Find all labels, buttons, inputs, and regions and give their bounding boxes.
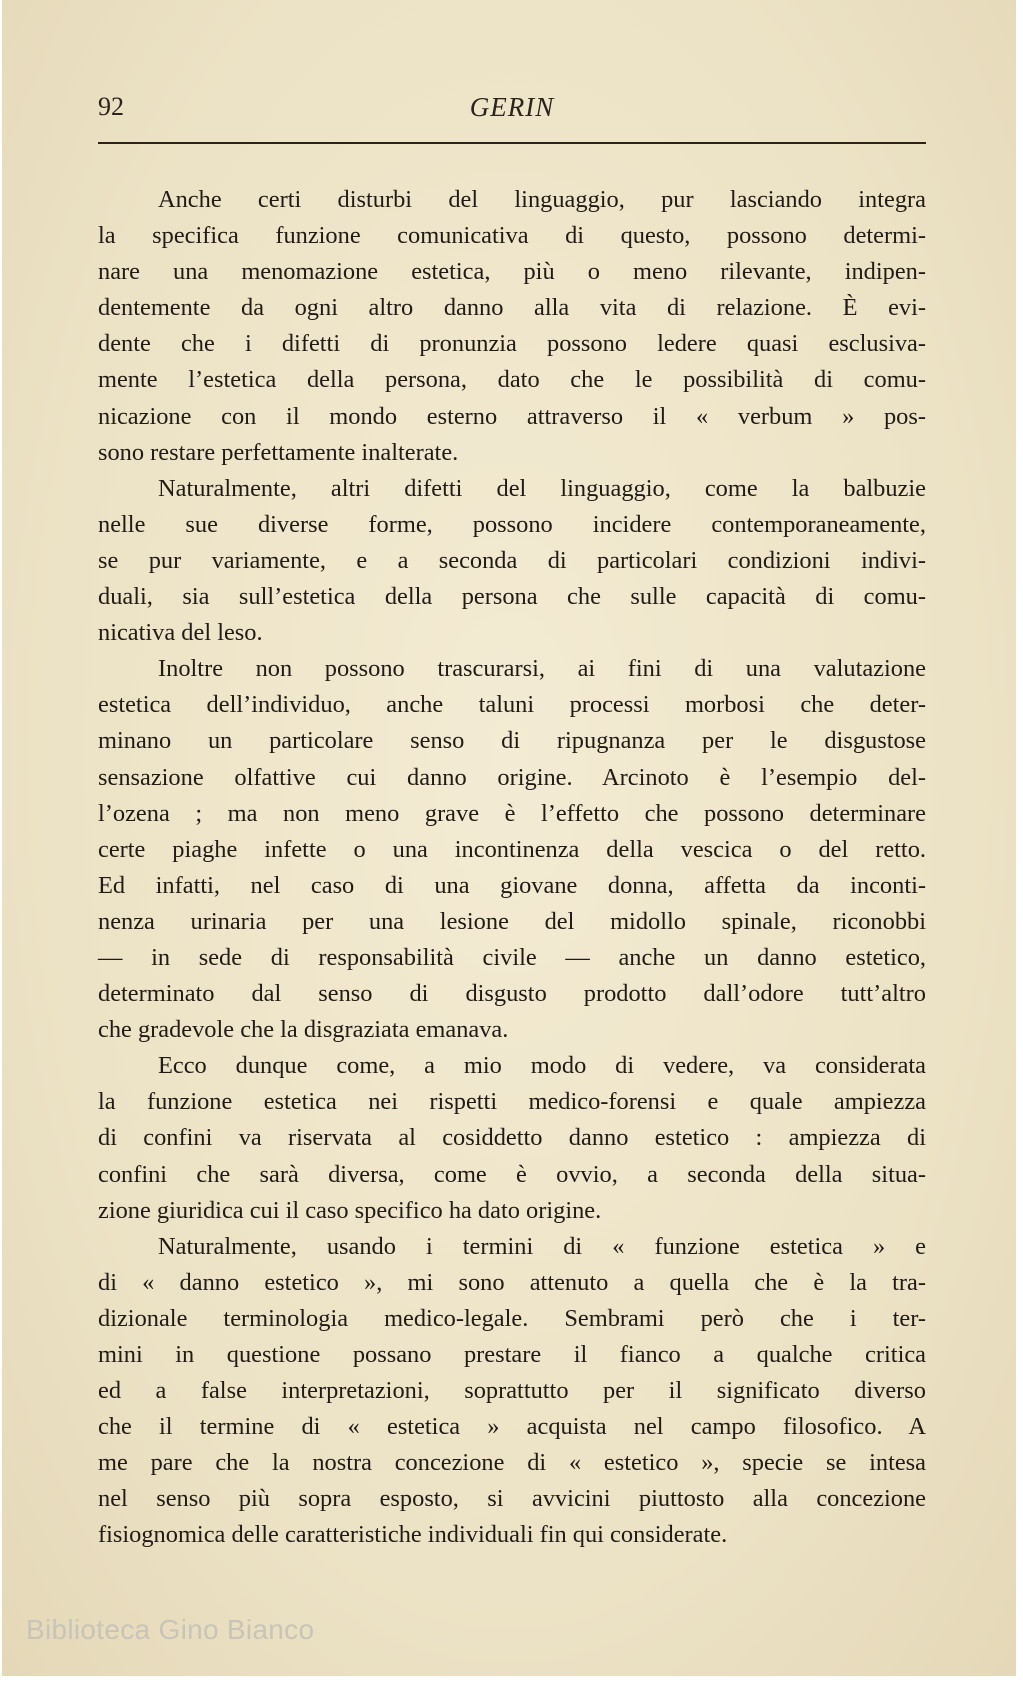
- header-rule: [98, 142, 926, 144]
- paragraph: [98, 651, 926, 1048]
- text-line: dentemente da ogni altro danno alla vita di relazione. È evi-: [98, 294, 926, 322]
- text-line: che gradevole che la disgraziata emanava.: [98, 1016, 509, 1044]
- text-line: ed a false interpretazioni, soprattutto per il significato diverso: [98, 1377, 926, 1405]
- book-page: [2, 0, 1016, 1676]
- text-line: nare una menomazione estetica, più o meno rilevante, indipen-: [98, 258, 926, 286]
- text-line: mini in questione possano prestare il fianco a qualche critica: [98, 1341, 926, 1368]
- text-line: mente l’estetica della persona, dato che le possibilità di comu-: [98, 366, 926, 394]
- paragraph: [98, 1048, 926, 1228]
- text-line: nel senso più sopra esposto, si avvicini piuttosto alla concezione: [98, 1485, 926, 1513]
- library-watermark: Biblioteca Gino Bianco: [26, 1614, 315, 1645]
- text-line: la funzione estetica nei rispetti medico-forensi e quale ampiezza: [98, 1088, 926, 1116]
- text-line: — in sede di responsabilità civile — anche un danno estetico,: [98, 943, 926, 971]
- text-line: nelle sue diverse forme, possono incidere contemporaneamente,: [98, 510, 926, 538]
- text-line: estetica dell’individuo, anche taluni processi morbosi che deter-: [98, 691, 926, 719]
- paragraph: [98, 471, 926, 651]
- text-line: nicativa del leso.: [98, 619, 263, 647]
- text-line: che il termine di « estetica » acquista nel campo filosofico. A: [98, 1413, 926, 1441]
- text-line: Ed infatti, nel caso di una giovane donna, affetta da inconti-: [98, 871, 926, 899]
- text-line: duali, sia sull’estetica della persona che sulle capacità di comu-: [98, 583, 926, 611]
- body-text: [98, 182, 926, 1554]
- text-line: la specifica funzione comunicativa di questo, possono determi-: [98, 222, 926, 250]
- text-line: Naturalmente, altri difetti del linguaggio, come la balbuzie: [158, 474, 926, 502]
- text-line: dizionale terminologia medico-legale. Sembrami però che i ter-: [98, 1304, 926, 1332]
- paragraph: [98, 1229, 926, 1554]
- text-line: minano un particolare senso di ripugnanza per le disgustose: [98, 727, 926, 755]
- text-line: sono restare perfettamente inalterate.: [98, 438, 459, 466]
- text-line: fisiognomica delle caratteristiche individuali fin qui considerate.: [98, 1521, 728, 1549]
- text-line: me pare che la nostra concezione di « estetico », specie se intesa: [98, 1449, 926, 1477]
- text-line: di confini va riservata al cosiddetto danno estetico : ampiezza di: [98, 1124, 926, 1152]
- text-line: Anche certi disturbi del linguaggio, pur lasciando integra: [158, 186, 926, 213]
- running-title: GERIN: [469, 92, 555, 122]
- text-line: nicazione con il mondo esterno attraverso il « verbum » pos-: [98, 402, 926, 430]
- text-line: dente che i difetti di pronunzia possono ledere quasi esclusiva-: [98, 330, 926, 358]
- text-line: l’ozena ; ma non meno grave è l’effetto che possono determinare: [98, 799, 926, 827]
- text-line: Naturalmente, usando i termini di « funzione estetica » e: [158, 1232, 926, 1260]
- text-line: nenza urinaria per una lesione del midollo spinale, riconobbi: [98, 907, 926, 935]
- text-line: confini che sarà diversa, come è ovvio, a seconda della situa-: [98, 1160, 926, 1188]
- paragraph: [98, 182, 926, 471]
- text-line: se pur variamente, e a seconda di particolari condizioni indivi-: [98, 546, 926, 574]
- page-number: 92: [98, 92, 124, 121]
- text-line: Inoltre non possono trascurarsi, ai fini di una valutazione: [158, 655, 926, 683]
- text-line: sensazione olfattive cui danno origine. Arcinoto è l’esempio del-: [98, 763, 926, 791]
- text-line: di « danno estetico », mi sono attenuto a quella che è la tra-: [98, 1268, 926, 1296]
- text-line: Ecco dunque come, a mio modo di vedere, va considerata: [158, 1052, 926, 1080]
- text-line: determinato dal senso di disgusto prodotto dall’odore tutt’altro: [98, 980, 926, 1008]
- running-head: [98, 92, 926, 132]
- text-line: certe piaghe infette o una incontinenza della vescica o del retto.: [98, 835, 926, 863]
- text-line: zione giuridica cui il caso specifico ha dato origine.: [98, 1196, 602, 1224]
